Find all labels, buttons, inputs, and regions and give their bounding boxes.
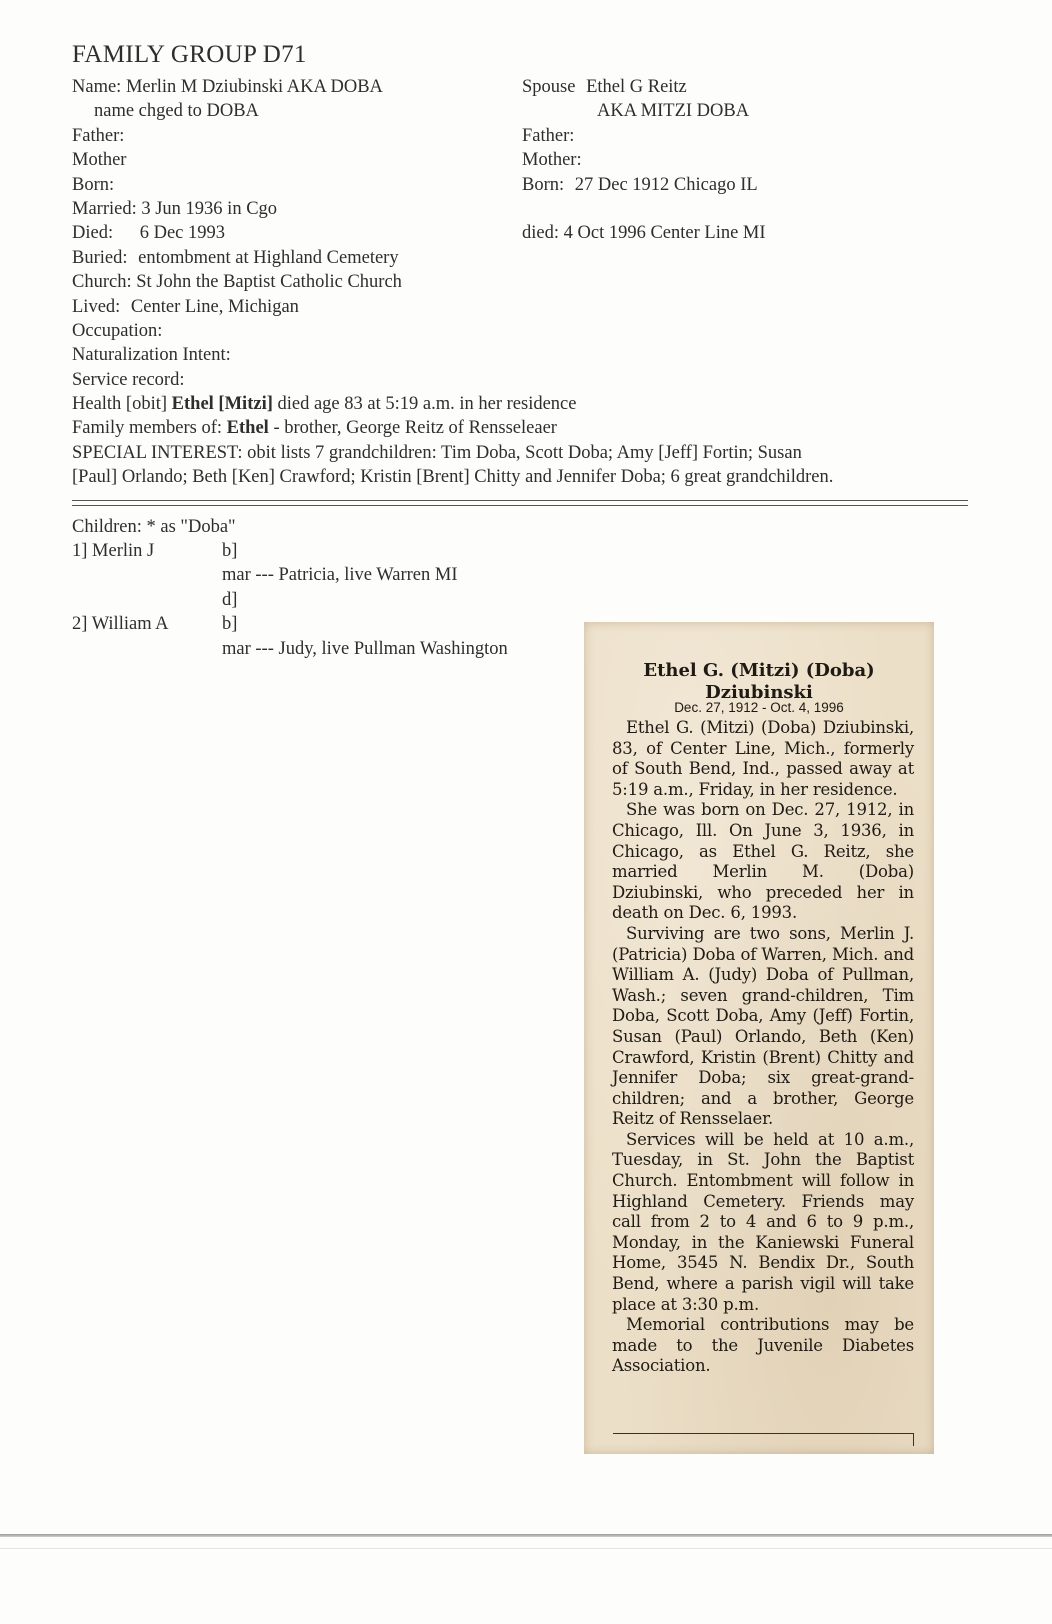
church-value: St John the Baptist Catholic Church	[136, 272, 402, 292]
health-prefix: Health [obit]	[72, 394, 168, 414]
family-prefix: Family members of:	[72, 418, 223, 438]
spouse-born-label: Born:	[522, 175, 565, 195]
husband-name-note: name chged to DOBA	[94, 101, 259, 121]
obituary-paragraph: Memorial contributions may be made to the Juvenile Diabetes Association.	[612, 1315, 914, 1376]
spouse-died-label: died:	[522, 223, 559, 243]
church-row	[72, 270, 402, 294]
page-title: FAMILY GROUP D71	[72, 41, 307, 68]
buried-row	[72, 246, 399, 270]
child-2-name: 2] William A	[72, 614, 169, 634]
child-2-born: b]	[222, 614, 238, 634]
obituary-paragraph: She was born on Dec. 27, 1912, in Chicago, Ill. On June 3, 1936, in Chicago, as Ethel G. Reitz, she married Merlin M. (Doba) Dziubinski, who preceded her in death on Dec. 6, 1993.	[612, 800, 914, 923]
special-interest-line-2: [Paul] Orlando; Beth [Ken] Crawford; Kristin [Brent] Chitty and Jennifer Doba; 6 great grandchildren.	[72, 467, 834, 487]
husband-mother-label: Mother	[72, 150, 127, 170]
spouse-father-label: Father:	[522, 126, 575, 146]
clipping-border-mark	[613, 1433, 914, 1446]
lived-row	[72, 295, 299, 319]
family-rest: - brother, George Reitz of Rensseleaer	[273, 418, 557, 438]
page-bottom-edge	[0, 1534, 1052, 1537]
lived-value: Center Line, Michigan	[130, 297, 299, 317]
husband-name-row	[72, 75, 383, 99]
child-1-born: b]	[222, 541, 238, 561]
children-header: Children: * as "Doba"	[72, 517, 236, 537]
occupation-label: Occupation:	[72, 321, 163, 341]
child-1-name: 1] Merlin J	[72, 541, 155, 561]
lived-label: Lived:	[72, 297, 121, 317]
obituary-heading-line-1: Ethel G. (Mitzi) (Doba)	[643, 660, 875, 681]
obituary-paragraph: Services will be held at 10 a.m., Tuesday, in St. John the Baptist Church. Entombment will follow in Highland Cemetery. Friends may call from 2 to 4 and 6 to 9 p.m., Monday, in the Kaniewski Funeral Home, 3545 N. Bendix Dr., South Bend, where a parish vigil will take place at 3:30 p.m.	[612, 1129, 914, 1314]
obituary-dates: Dec. 27, 1912 - Oct. 4, 1996	[674, 700, 844, 715]
spouse-born-value: 27 Dec 1912 Chicago IL	[574, 175, 758, 195]
husband-born-label: Born:	[72, 175, 115, 195]
husband-father-label: Father:	[72, 126, 125, 146]
spouse-died-value: 4 Oct 1996 Center Line MI	[563, 223, 766, 243]
obituary-heading-line-2: Dziubinski	[705, 682, 813, 703]
died-label: Died:	[72, 223, 114, 243]
family-members-row	[72, 416, 557, 440]
husband-name: Merlin M Dziubinski AKA DOBA	[125, 77, 383, 97]
buried-value: entombment at Highland Cemetery	[138, 248, 399, 268]
child-1-married: mar --- Patricia, live Warren MI	[222, 565, 458, 585]
church-label: Church:	[72, 272, 132, 292]
spouse-aka: AKA MITZI DOBA	[597, 101, 750, 121]
health-rest: died age 83 at 5:19 a.m. in her residence	[277, 394, 577, 414]
spouse-died-row	[522, 221, 766, 245]
health-bold: Ethel [Mitzi]	[171, 394, 273, 414]
married-row	[72, 197, 277, 221]
spouse-label: Spouse	[522, 77, 576, 97]
health-row	[72, 392, 576, 416]
service-record-label: Service record:	[72, 370, 185, 390]
spouse-born-row	[522, 173, 758, 197]
married-value: 3 Jun 1936 in Cgo	[141, 199, 278, 219]
obituary-paragraph: Surviving are two sons, Merlin J. (Patricia) Doba of Warren, Mich. and William A. (Judy) Doba of Pullman, Wash.; seven grand-children, Tim Doba, Scott Doba, Amy (Jeff) Fortin, Susan (Paul) Orlando, Beth (Ken) Crawford, Kristin (Brent) Chitty and Jennifer Doba; six great-grand-children; and a brother, George Reitz of Rensselaer.	[612, 923, 914, 1129]
special-interest-line-1: SPECIAL INTEREST: obit lists 7 grandchildren: Tim Doba, Scott Doba; Amy [Jeff] Fortin; Susan	[72, 443, 802, 463]
section-divider	[72, 500, 968, 506]
married-label: Married:	[72, 199, 137, 219]
obituary-clipping	[584, 622, 934, 1454]
child-2-married: mar --- Judy, live Pullman Washington	[222, 639, 508, 659]
spouse-mother-label: Mother:	[522, 150, 582, 170]
name-label: Name:	[72, 77, 122, 97]
buried-label: Buried:	[72, 248, 128, 268]
family-bold: Ethel	[226, 418, 269, 438]
naturalization-label: Naturalization Intent:	[72, 345, 231, 365]
spouse-name: Ethel G Reitz	[586, 77, 687, 97]
page-bottom-edge-shadow	[0, 1548, 1052, 1549]
child-1-died: d]	[222, 590, 238, 610]
spouse-row	[522, 75, 687, 99]
died-value: 6 Dec 1993	[139, 223, 226, 243]
obituary-paragraph: Ethel G. (Mitzi) (Doba) Dziubinski, 83, of Center Line, Mich., formerly of South Bend, Ind., passed away at 5:19 a.m., Friday, in her residence.	[612, 718, 914, 799]
obituary-body	[612, 718, 914, 1377]
husband-died-row	[72, 221, 225, 245]
